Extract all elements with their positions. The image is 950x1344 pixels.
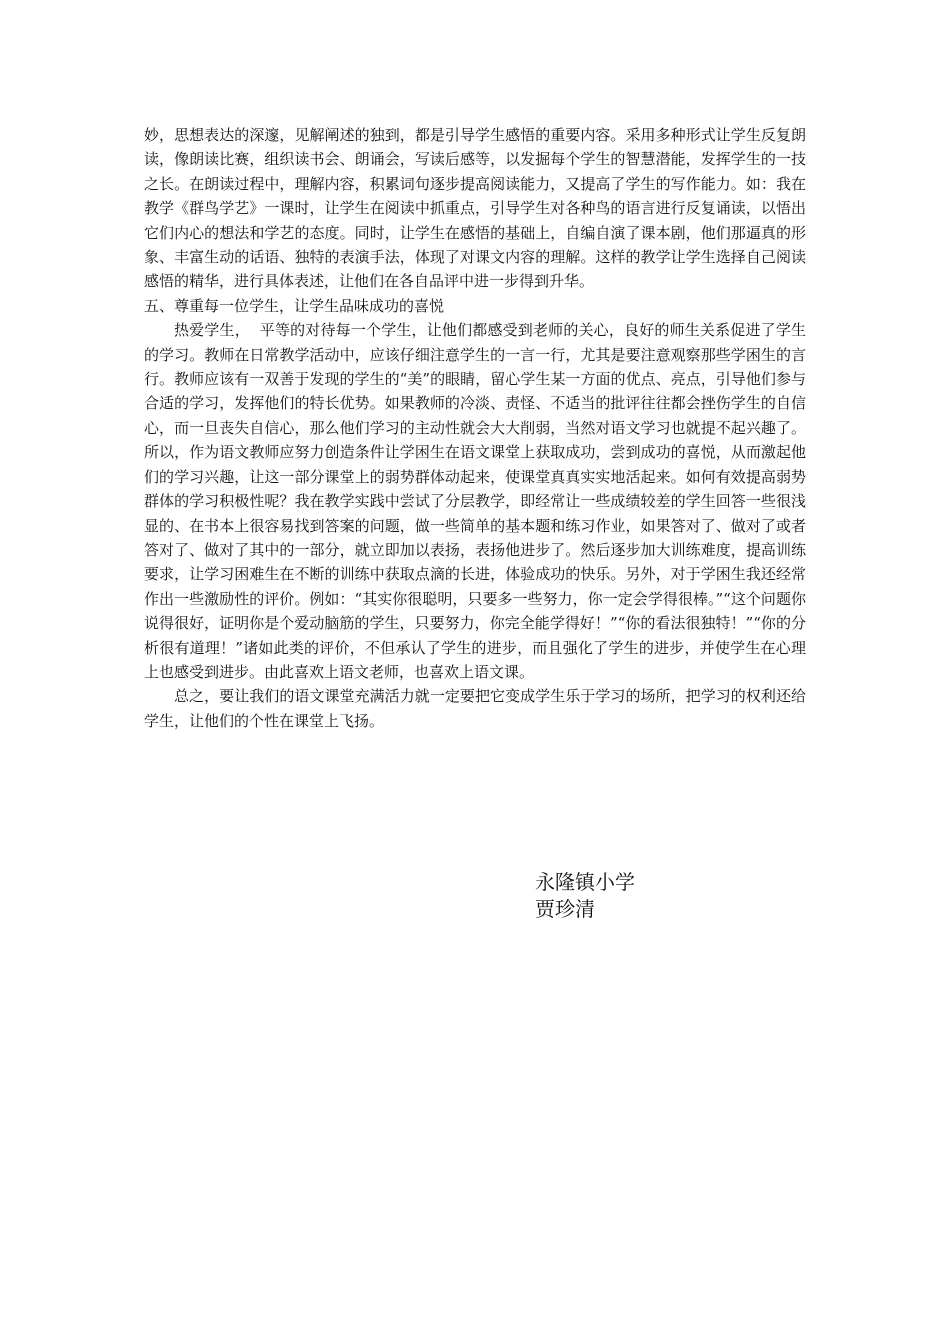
paragraph-conclusion: 总之，要让我们的语文课堂充满活力就一定要把它变成学生乐于学习的场所，把学习的权利还给学生，让他们的个性在课堂上飞扬。 <box>144 687 806 730</box>
signature-block <box>535 869 635 923</box>
paragraph-continued: 妙，思想表达的深邃，见解阐述的独到，都是引导学生感悟的重要内容。采用多种形式让学生反复朗读，像朗读比赛，组织读书会、朗诵会，写读后感等，以发掘每个学生的智慧潜能，发挥学生的一技之长。在朗读过程中，理解内容，积累词句逐步提高阅读能力，又提高了学生的写作能力。如：我在教学《群鸟学艺》一课时，让学生在阅读中抓重点，引导学生对各种鸟的语言进行反复诵读，以悟出它们内心的想法和学艺的态度。同时，让学生在感悟的基础上，自编自演了课本剧，他们那逼真的形象、丰富生动的话语、独特的表演手法，体现了对课文内容的理解。这样的教学让学生选择自己阅读感悟的精华，进行具体表述，让他们在各自品评中进一步得到升华。 <box>144 126 806 291</box>
document-body <box>144 123 806 733</box>
signature-author: 贾珍清 <box>535 897 595 921</box>
section-heading: 五、尊重每一位学生，让学生品味成功的喜悦 <box>144 296 445 315</box>
signature-school: 永隆镇小学 <box>535 870 635 894</box>
paragraph-respect-students: 热爱学生， 平等的对待每一个学生，让他们都感受到老师的关心，良好的师生关系促进了学生的学习。教师在日常教学活动中，应该仔细注意学生的一言一行，尤其是要注意观察那些学困生的言行。教师应该有一双善于发现的学生的“美”的眼睛，留心学生某一方面的优点、亮点，引导他们参与合适的学习，发挥他们的特长优势。如果教师的冷淡、责怪、不适当的批评往往都会挫伤学生的自信心，而一旦丧失自信心，那么他们学习的主动性就会大大削弱，当然对语文学习也就提不起兴趣了。所以，作为语文教师应努力创造条件让学困生在语文课堂上获取成功，尝到成功的喜悦，从而激起他们的学习兴趣，让这一部分课堂上的弱势群体动起来，使课堂真真实实地活起来。如何有效提高弱势群体的学习积极性呢？我在教学实践中尝试了分层教学，即经常让一些成绩较差的学生回答一些很浅显的、在书本上很容易找到答案的问题，做一些简单的基本题和练习作业，如果答对了、做对了或者答对了、做对了其中的一部分，就立即加以表扬，表扬他进步了。然后逐步加大训练难度，提高训练要求，让学习困难生在不断的训练中获取点滴的长进，体验成功的快乐。另外，对于学困生我还经常作出一些激励性的评价。例如：“其实你很聪明，只要多一些努力，你一定会学得很棒。”“这个问题你说得很好，证明你是个爱动脑筋的学生，只要努力，你完全能学得好！”“你的看法很独特！”“你的分析很有道理！”诸如此类的评价，不但承认了学生的进步，而且强化了学生的进步，并使学生在心理上也感受到进步。由此喜欢上语文老师，也喜欢上语文课。 <box>144 321 806 681</box>
